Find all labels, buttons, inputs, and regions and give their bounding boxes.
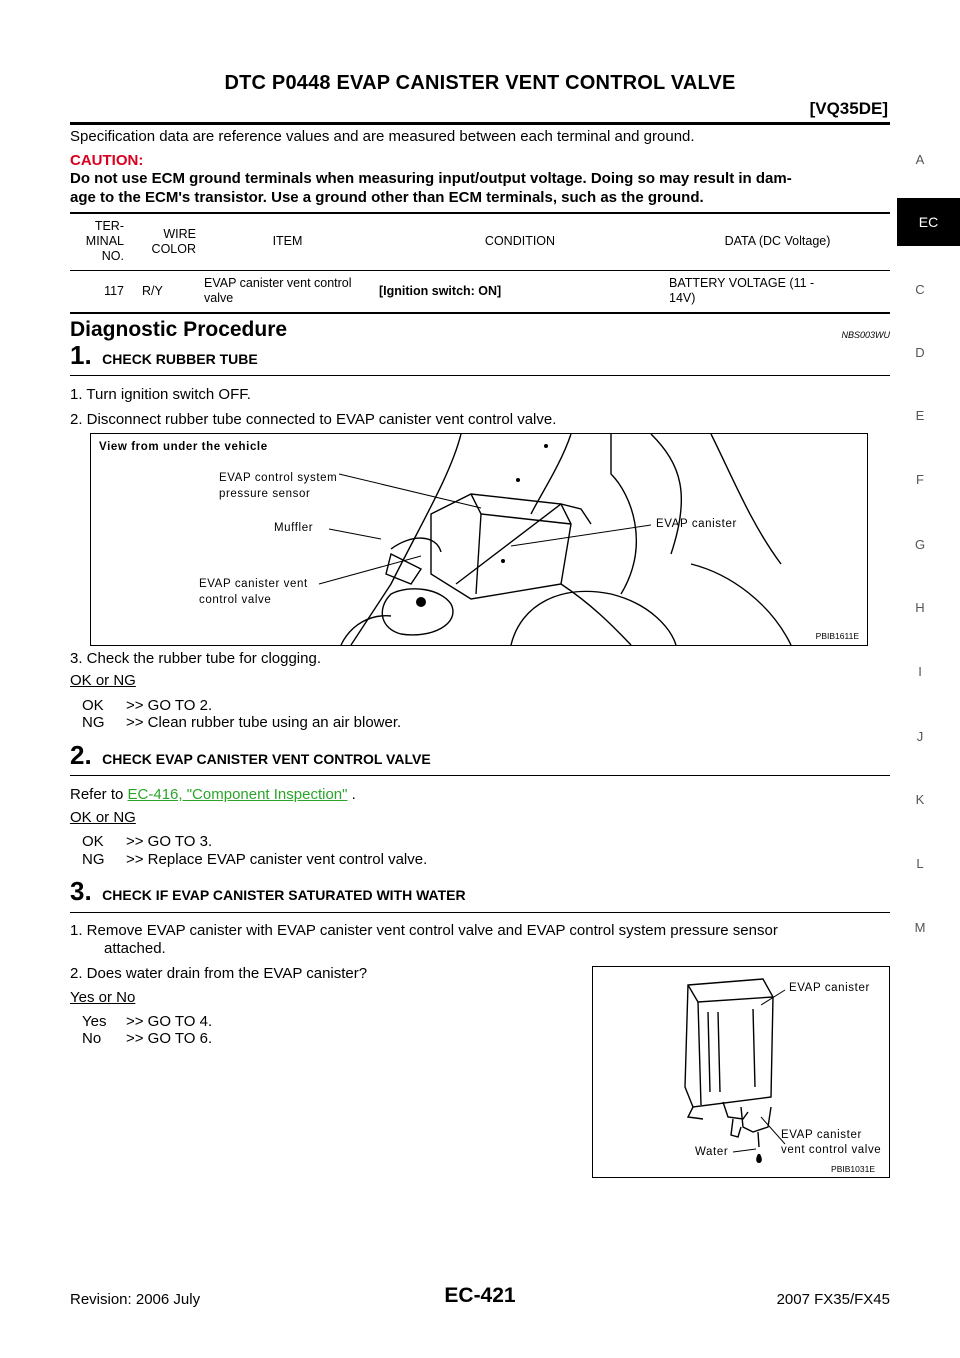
figure-view-caption: View from under the vehicle [99, 441, 268, 453]
caution-line-1: Do not use ECM ground terminals when measuring input/output voltage. Doing so may result in dam- [70, 170, 792, 187]
col-wire-color: WIRE COLOR [151, 226, 196, 256]
table-header-row [70, 213, 890, 270]
col-data: DATA (DC Voltage) [724, 234, 831, 249]
header-rule [70, 122, 890, 125]
component-inspection-link[interactable]: EC-416, "Component Inspection" [127, 786, 348, 803]
step-3-yes-text: >> GO TO 4. [126, 1013, 213, 1030]
step-2-ok-text: >> GO TO 3. [126, 833, 213, 850]
side-index-i[interactable]: I [918, 664, 922, 679]
step-2-rule [70, 775, 890, 776]
side-index-j[interactable]: J [916, 729, 924, 744]
side-index-k[interactable]: K [915, 792, 925, 807]
step-1-ng-text: >> Clean rubber tube using an air blower. [126, 714, 402, 731]
step-2-ng-text: >> Replace EVAP canister vent control valve. [126, 851, 428, 868]
cell-condition: [Ignition switch: ON] [379, 283, 502, 298]
page-title: DTC P0448 EVAP CANISTER VENT CONTROL VALVE [224, 72, 736, 94]
step-1-item-1: 1. Turn ignition switch OFF. [70, 386, 251, 403]
step-3-yes-label: Yes [82, 1013, 107, 1030]
caution-line-2: age to the ECM's transistor. Use a ground other than ECM terminals, such as the ground. [70, 189, 704, 206]
step-1-number: 1. [70, 340, 92, 370]
section-title: Diagnostic Procedure [70, 318, 288, 341]
footer-page-number: EC-421 [444, 1284, 516, 1307]
figure-code-2: PBIB1031E [831, 1164, 875, 1174]
side-index-l[interactable]: L [916, 856, 924, 871]
step-3-number: 3. [70, 876, 92, 906]
step-2-title: CHECK EVAP CANISTER VENT CONTROL VALVE [102, 751, 431, 767]
footer-model: 2007 FX35/FX45 [776, 1291, 890, 1308]
step-1-item-2: 2. Disconnect rubber tube connected to EVAP canister vent control valve. [70, 411, 557, 428]
step-3-item-1b: attached. [104, 940, 166, 957]
step-3-judge: Yes or No [70, 989, 136, 1006]
figure-code: PBIB1611E [815, 631, 859, 641]
side-index-a[interactable]: A [915, 152, 925, 167]
footer-revision: Revision: 2006 July [70, 1291, 201, 1308]
step-2-refer [70, 786, 356, 804]
step-1-heading [70, 340, 258, 371]
section-code: NBS003WU [841, 330, 890, 340]
refer-prefix: Refer to [70, 786, 128, 803]
side-index-e[interactable]: E [915, 408, 925, 423]
spec-note: Specification data are reference values and are measured between each terminal and ground. [70, 128, 695, 145]
step-1-judge: OK or NG [70, 672, 136, 689]
side-index-h[interactable]: H [915, 600, 925, 615]
side-index-ec[interactable]: EC [897, 198, 960, 246]
step-2-ng-label: NG [82, 851, 105, 868]
figure-evap-location [90, 433, 868, 646]
step-3-title: CHECK IF EVAP CANISTER SATURATED WITH WATER [102, 887, 466, 903]
engine-bay-illustration [91, 434, 867, 645]
step-3-item-2: 2. Does water drain from the EVAP canister? [70, 965, 368, 982]
side-index-g[interactable]: G [914, 537, 926, 552]
label-vent-valve-2: control valve [199, 594, 272, 606]
label-vent-valve-b: vent control valve [781, 1144, 882, 1156]
step-2-judge: OK or NG [70, 809, 136, 826]
label-evap-canister: EVAP canister [656, 518, 737, 530]
caution-label: CAUTION: [70, 152, 144, 169]
ecm-terminal-table [70, 212, 890, 314]
figure-evap-canister [592, 966, 890, 1178]
side-index-m[interactable]: M [914, 920, 926, 935]
cell-wire: R/Y [142, 283, 163, 298]
side-index-d[interactable]: D [915, 345, 925, 360]
label-canister: EVAP canister [789, 982, 870, 994]
table-row [70, 270, 890, 313]
refer-suffix: . [347, 786, 356, 803]
label-pressure-sensor-2: pressure sensor [219, 488, 311, 500]
cell-terminal: 117 [104, 283, 124, 298]
step-2-number: 2. [70, 740, 92, 770]
col-item: ITEM [272, 234, 303, 249]
cell-data: BATTERY VOLTAGE (11 - 14V) [669, 276, 815, 306]
col-condition: CONDITION [484, 234, 556, 249]
step-1-item-3: 3. Check the rubber tube for clogging. [70, 650, 321, 667]
label-water: Water [695, 1146, 729, 1158]
engine-code: [VQ35DE] [809, 99, 888, 118]
label-vent-valve-1: EVAP canister vent [199, 578, 308, 590]
step-2-heading [70, 740, 431, 771]
step-3-no-label: No [82, 1030, 102, 1047]
cell-item: EVAP canister vent control valve [204, 276, 352, 306]
step-1-ng-label: NG [82, 714, 105, 731]
step-3-item-1a: 1. Remove EVAP canister with EVAP canister vent control valve and EVAP control system pressure sensor [70, 922, 778, 939]
step-1-rule [70, 375, 890, 376]
label-pressure-sensor-1: EVAP control system [219, 472, 338, 484]
step-1-ok-text: >> GO TO 2. [126, 697, 213, 714]
col-terminal: TER- MINAL NO. [85, 219, 124, 264]
step-3-no-text: >> GO TO 6. [126, 1030, 213, 1047]
label-vent-valve-a: EVAP canister [781, 1129, 862, 1141]
step-1-ok-label: OK [82, 697, 104, 714]
side-index-c[interactable]: C [915, 282, 925, 297]
step-3-rule [70, 912, 890, 913]
label-muffler: Muffler [274, 522, 314, 534]
side-index-f[interactable]: F [916, 472, 924, 487]
step-1-title: CHECK RUBBER TUBE [102, 351, 258, 367]
step-3-heading [70, 876, 466, 907]
step-2-ok-label: OK [82, 833, 104, 850]
